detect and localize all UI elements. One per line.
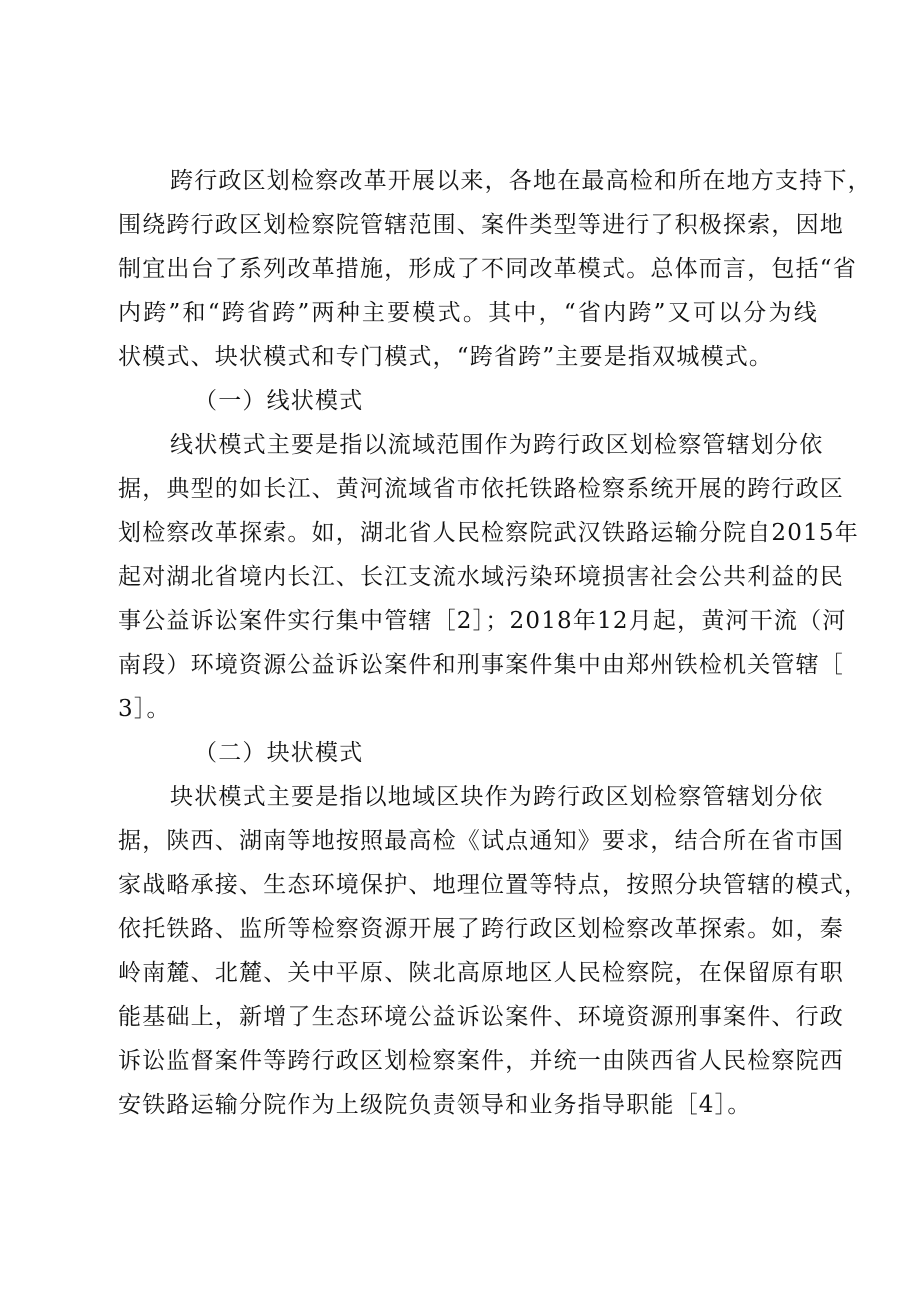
section-1-line-2: 据，典型的如长江、黄河流域省市依托铁路检察系统开展的跨行政区 — [118, 476, 844, 502]
section-2-line-4: 依托铁路、监所等检察资源开展了跨行政区划检察改革探索。如，秦 — [118, 916, 844, 942]
intro-line-4: 内跨”和“跨省跨”两种主要模式。其中，“省内跨”又可以分为线 — [118, 300, 818, 326]
section-1-line-4: 起对湖北省境内长江、长江支流水域污染环境损害社会公共利益的民 — [118, 564, 844, 590]
section-1-line-5: 事公益诉讼案件实行集中管辖［2］；2018年12月起，黄河干流（河 — [118, 608, 847, 634]
section-2-line-3: 家战略承接、生态环境保护、地理位置等特点，按照分块管辖的模式， — [118, 872, 869, 898]
section-1-line-3: 划检察改革探索。如，湖北省人民检察院武汉铁路运输分院自2015年 — [118, 520, 859, 546]
section-2-heading: （二）块状模式 — [194, 740, 364, 766]
section-1-line-1: 线状模式主要是指以流域范围作为跨行政区划检察管辖划分依 — [170, 432, 824, 458]
section-2-line-6: 能基础上，新增了生态环境公益诉讼案件、环境资源刑事案件、行政 — [118, 1004, 844, 1030]
section-1-line-6: 南段）环境资源公益诉讼案件和刑事案件集中由郑州铁检机关管辖［ — [118, 652, 844, 678]
section-2-line-8: 安铁路运输分院作为上级院负责领导和业务指导职能［4］。 — [118, 1092, 752, 1118]
section-2-line-5: 岭南麓、北麓、关中平原、陕北高原地区人民检察院，在保留原有职 — [118, 960, 844, 986]
section-2-line-2: 据，陕西、湖南等地按照最高检《试点通知》要求，结合所在省市国 — [118, 828, 844, 854]
intro-line-2: 围绕跨行政区划检察院管辖范围、案件类型等进行了积极探索，因地 — [118, 212, 844, 238]
intro-line-5: 状模式、块状模式和专门模式，“跨省跨”主要是指双城模式。 — [118, 344, 774, 370]
section-2-line-7: 诉讼监督案件等跨行政区划检察案件，并统一由陕西省人民检察院西 — [118, 1048, 844, 1074]
section-1-line-7: 3］。 — [118, 696, 171, 722]
intro-line-3: 制宜出台了系列改革措施，形成了不同改革模式。总体而言，包括“省 — [118, 256, 857, 282]
intro-line-1: 跨行政区划检察改革开展以来，各地在最高检和所在地方支持下， — [170, 168, 872, 194]
section-1-heading: （一）线状模式 — [194, 388, 364, 414]
section-2-line-1: 块状模式主要是指以地域区块作为跨行政区划检察管辖划分依 — [170, 784, 824, 810]
